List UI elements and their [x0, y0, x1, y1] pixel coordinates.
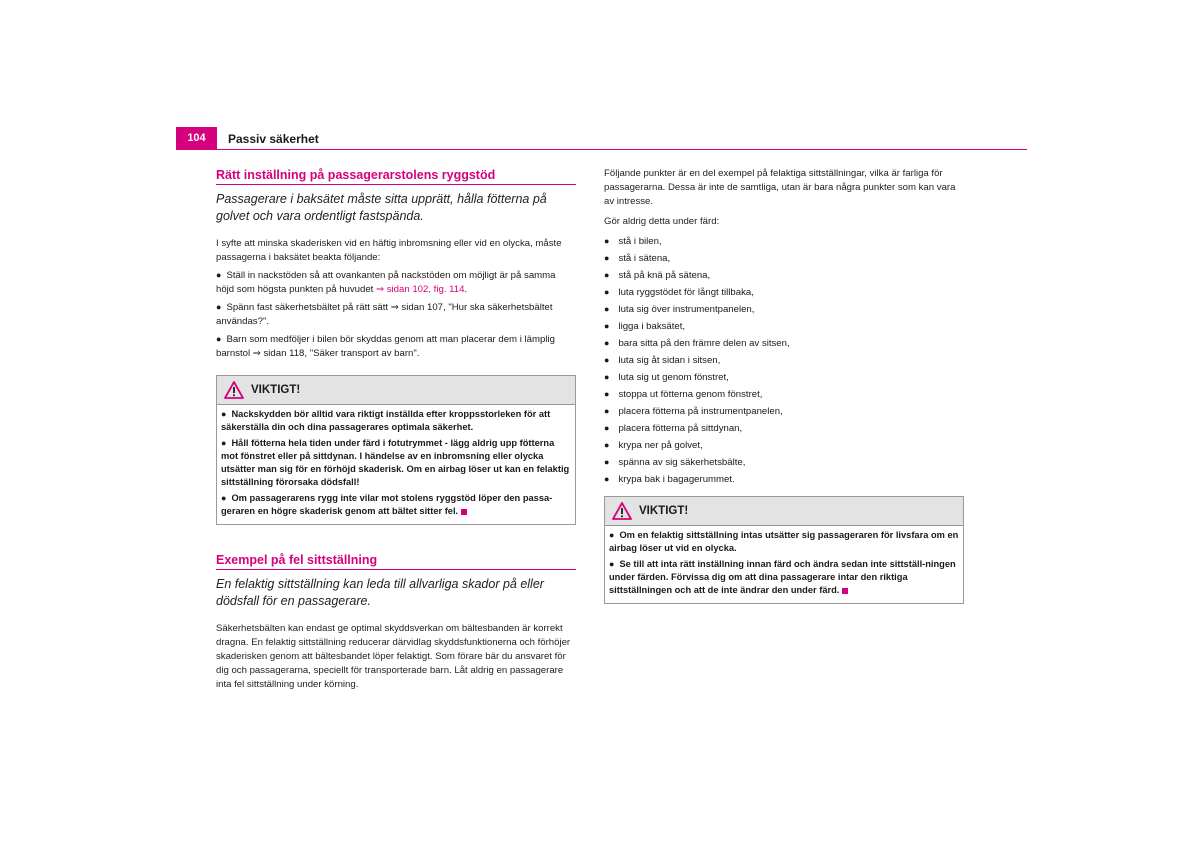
section-heading: Rätt inställning på passagerarstolens ryggstöd: [216, 168, 576, 185]
list-item: ● placera fötterna på instrumentpanelen,: [604, 406, 783, 417]
warning-title: VIKTIGT!: [251, 384, 301, 396]
list-item: ● stå i sätena,: [604, 253, 671, 264]
subintro-paragraph: Gör aldrig detta under färd:: [604, 216, 720, 227]
bullet-icon: ●: [609, 530, 615, 540]
body-paragraph: Säkerhetsbälten kan endast ge optimal skyddsverkan om bältesbanden är korrekt dragna. En felaktig sittställning reducerar därvidlag skyddsfunktionerna och förhöjer skaderisken genom att bältesbandet löper felaktigt. Som förare bär du ansvaret för dig och passagerarna, speciellt för transporterade barn. Låt aldrig en passagerare inta fel sittställning under körning.: [216, 623, 571, 690]
warning-body: [605, 526, 963, 603]
bullet-icon: ●: [221, 493, 227, 503]
section-2: [216, 553, 576, 692]
bullet-icon: ●: [604, 321, 610, 331]
bullet-icon: ●: [221, 409, 227, 419]
list-item: ● luta sig över instrumentpanelen,: [604, 304, 755, 315]
warning-box: [604, 496, 964, 604]
intro-paragraph: Följande punkter är en del exempel på felaktiga sittställningar, vilka är farliga för passagerarna. Dessa är inte de samtliga, utan är bara några punkter som kan vara av intresse.: [604, 168, 956, 207]
warning-icon: [224, 381, 244, 399]
warning-item: ● Håll fötterna hela tiden under färd i fotutrymmet - lägg aldrig upp fötterna mot fönstret eller på sittdynan. I händelse av en inbromsning eller olycka utsätter man sig för en förhöjd skaderisk. Om en airbag löser ut kan en felaktig sittställning förorsaka dödsfall!: [221, 438, 570, 487]
list-item: ● ligga i baksätet,: [604, 321, 686, 332]
list-item: ● krypa bak i bagagerummet.: [604, 474, 735, 485]
bullet-list: [604, 235, 964, 486]
bullet-icon: ●: [604, 474, 610, 484]
list-item: ● luta sig åt sidan i sitsen,: [604, 355, 721, 366]
page-header: [176, 127, 1027, 150]
page-number: 104: [176, 127, 217, 149]
left-column: [216, 168, 576, 695]
bullet-icon: ●: [604, 355, 610, 365]
page-section-title: Passiv säkerhet: [228, 132, 319, 146]
bullet-icon: ●: [604, 287, 610, 297]
section-lead: En felaktig sittställning kan leda till allvarliga skador på eller dödsfall för en passagerare.: [216, 577, 544, 608]
list-item: ● placera fötterna på sittdynan,: [604, 423, 743, 434]
bullet-icon: ●: [221, 438, 227, 448]
warning-body: [217, 405, 575, 524]
end-mark-icon: [461, 509, 467, 515]
bullet-icon: ●: [604, 270, 610, 280]
bullet-icon: ●: [216, 334, 222, 344]
list-item: ● bara sitta på den främre delen av sitsen,: [604, 338, 790, 349]
intro-paragraph: I syfte att minska skaderisken vid en häftig inbromsning eller vid en olycka, måste passagerna i baksätet beakta följande:: [216, 238, 562, 263]
bullet-icon: ●: [604, 440, 610, 450]
list-item: ● krypa ner på golvet,: [604, 440, 703, 451]
list-item: ● stå på knä på sätena,: [604, 270, 711, 281]
warning-item: ● Om en felaktig sittställning intas utsätter sig passageraren för livsfara om en airbag löser ut vid en olycka.: [609, 530, 959, 553]
warning-header: [217, 376, 575, 405]
bullet-icon: ●: [604, 406, 610, 416]
bullet-icon: ●: [604, 253, 610, 263]
list-item: ● luta ryggstödet för långt tillbaka,: [604, 287, 754, 298]
bullet-icon: ●: [604, 389, 610, 399]
bullet-icon: ●: [609, 559, 615, 569]
warning-box: [216, 375, 576, 525]
bullet-icon: ●: [604, 423, 610, 433]
page-link[interactable]: ⇒ sidan 102, fig. 114: [376, 284, 465, 295]
warning-item: ● Se till att inta rätt inställning innan färd och ändra sedan inte sittställ-ningen under färden. Förvissa dig om att dina passagerare intar den riktiga sittställningen och att de inte ändrar den under färd.: [609, 559, 956, 595]
section-heading: Exempel på fel sittställning: [216, 553, 576, 570]
warning-title: VIKTIGT!: [639, 505, 689, 517]
list-item: ● spänna av sig säkerhetsbälte,: [604, 457, 746, 468]
list-item: ● Ställ in nackstöden så att ovankanten på nackstöden om möjligt är på samma höjd som högsta punkten på huvudet ⇒ sidan 102, fig. 114.: [216, 270, 556, 295]
right-column: [604, 167, 964, 604]
warning-item: ● Nackskydden bör alltid vara riktigt inställda efter kroppsstorleken för att säkerställa din och dina passagerares optimala säkerhet.: [221, 409, 551, 432]
bullet-icon: ●: [604, 457, 610, 467]
warning-item: ● Om passagerarens rygg inte vilar mot stolens ryggstöd löper den passa-geraren en högre skaderisk genom att bältet sitter fel.: [221, 493, 553, 516]
bullet-icon: ●: [604, 372, 610, 382]
list-item: ● stoppa ut fötterna genom fönstret,: [604, 389, 763, 400]
warning-icon: [612, 502, 632, 520]
list-item: ● luta sig ut genom fönstret,: [604, 372, 729, 383]
end-mark-icon: [842, 588, 848, 594]
bullet-icon: ●: [604, 304, 610, 314]
list-item: ● Spänn fast säkerhetsbältet på rätt sätt ⇒ sidan 107, "Hur ska säkerhetsbältet användas?".: [216, 302, 553, 327]
list-item: ● Barn som medföljer i bilen bör skyddas genom att man placerar dem i lämplig barnstol ⇒ sidan 118, "Säker transport av barn".: [216, 334, 555, 359]
warning-header: [605, 497, 963, 526]
bullet-icon: ●: [604, 236, 610, 246]
bullet-icon: ●: [216, 270, 222, 280]
section-lead: Passagerare i baksätet måste sitta upprätt, hålla fötterna på golvet och vara ordentligt fastspända.: [216, 192, 547, 223]
list-item: ● stå i bilen,: [604, 236, 662, 247]
bullet-icon: ●: [604, 338, 610, 348]
bullet-icon: ●: [216, 302, 222, 312]
